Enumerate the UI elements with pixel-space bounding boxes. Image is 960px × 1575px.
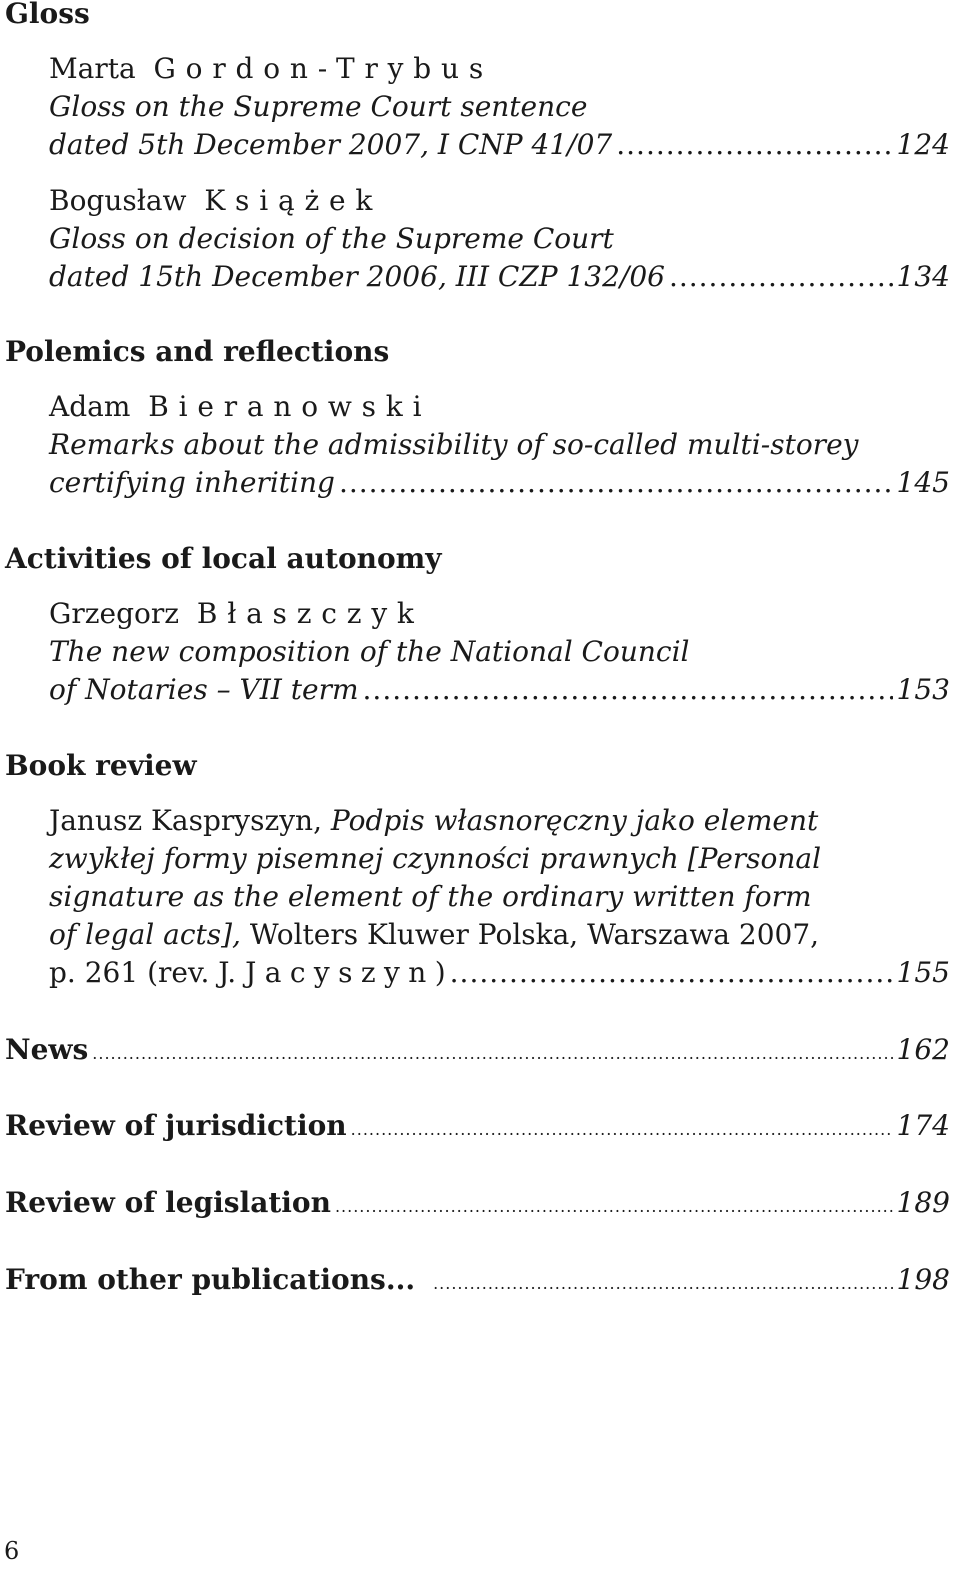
page-number: 198 (896, 1263, 950, 1296)
toc-title-line: Gloss on decision of the Supreme Court (49, 222, 614, 255)
toc-book-line (49, 918, 950, 951)
title-text: dated 15th December 2006, III CZP 132/06 (49, 260, 665, 293)
toc-book-line (49, 804, 950, 837)
reviewer-name: Jacyszyn (245, 956, 435, 989)
toc-author (49, 390, 950, 423)
toc-title-line-with-page (49, 128, 950, 161)
dot-leader (616, 131, 892, 159)
book-title: of legal acts], (49, 918, 241, 951)
dot-leader (92, 1046, 892, 1062)
author-last-name: Bieranowski (148, 390, 432, 423)
title-text: certifying inheriting (49, 466, 335, 499)
dot-leader (669, 263, 893, 291)
author-first-name: Bogusław (49, 184, 187, 217)
toc-author (49, 184, 950, 217)
author-first-name: Adam (49, 390, 131, 423)
toc-book-line: zwykłej formy pisemnej czynności prawnych [Personal (49, 842, 822, 875)
reviewer (49, 956, 446, 989)
dot-leader (450, 959, 893, 987)
entry-title: Review of jurisdiction (5, 1109, 347, 1142)
page-number: 134 (896, 260, 950, 293)
page-folio-number: 6 (4, 1537, 20, 1565)
entry-title: News (5, 1033, 89, 1066)
entry-title: Review of legislation (5, 1186, 331, 1219)
page-number: 145 (896, 466, 950, 499)
reviewer-prefix: p. 261 (rev. J. (49, 956, 237, 989)
author-last-name: Książek (204, 184, 383, 217)
section-heading-polemics: Polemics and reflections (5, 335, 390, 368)
toc-entry-other-publications (5, 1263, 950, 1296)
book-title: Podpis własnoręczny jako element (330, 804, 819, 837)
toc-author (49, 52, 950, 85)
page-number: 174 (896, 1109, 950, 1142)
title-text: of Notaries – VII term (49, 673, 359, 706)
dot-leader (433, 1276, 892, 1292)
section-heading-local-autonomy: Activities of local autonomy (5, 542, 442, 575)
toc-title-line-with-page (49, 673, 950, 706)
page-number: 124 (896, 128, 950, 161)
toc-title-line: The new composition of the National Council (49, 635, 690, 668)
dot-leader (351, 1122, 893, 1138)
dot-leader (363, 676, 893, 704)
author-first-name: Grzegorz (49, 597, 179, 630)
entry-title: From other publications... (5, 1263, 416, 1296)
page-number: 162 (896, 1033, 950, 1066)
toc-entry-jurisdiction (5, 1109, 950, 1142)
title-text: dated 5th December 2007, I CNP 41/07 (49, 128, 613, 161)
toc-title-line-with-page (49, 260, 950, 293)
toc-entry-legislation (5, 1186, 950, 1219)
toc-title-line-with-page (49, 956, 950, 989)
toc-title-line: Gloss on the Supreme Court sentence (49, 90, 588, 123)
page-number: 153 (896, 673, 950, 706)
toc-entry-news (5, 1033, 950, 1066)
section-heading-gloss: Gloss (5, 0, 90, 30)
toc-book-line: signature as the element of the ordinary written form (49, 880, 812, 913)
dot-leader (339, 469, 893, 497)
toc-title-line: Remarks about the admissibility of so-called multi-storey (49, 428, 859, 461)
book-publisher: Wolters Kluwer Polska, Warszawa 2007, (249, 918, 820, 951)
dot-leader (335, 1199, 893, 1215)
toc-title-line-with-page (49, 466, 950, 499)
page-number: 189 (896, 1186, 950, 1219)
reviewer-suffix: ) (434, 956, 446, 989)
author-first-name: Marta (49, 52, 136, 85)
book-author: Janusz Kaspryszyn, (49, 804, 322, 837)
toc-author (49, 597, 950, 630)
author-last-name: Błaszczyk (196, 597, 424, 630)
author-last-name: Gordon-Trybus (153, 52, 494, 85)
page-number: 155 (896, 956, 950, 989)
section-heading-book-review: Book review (5, 749, 197, 782)
